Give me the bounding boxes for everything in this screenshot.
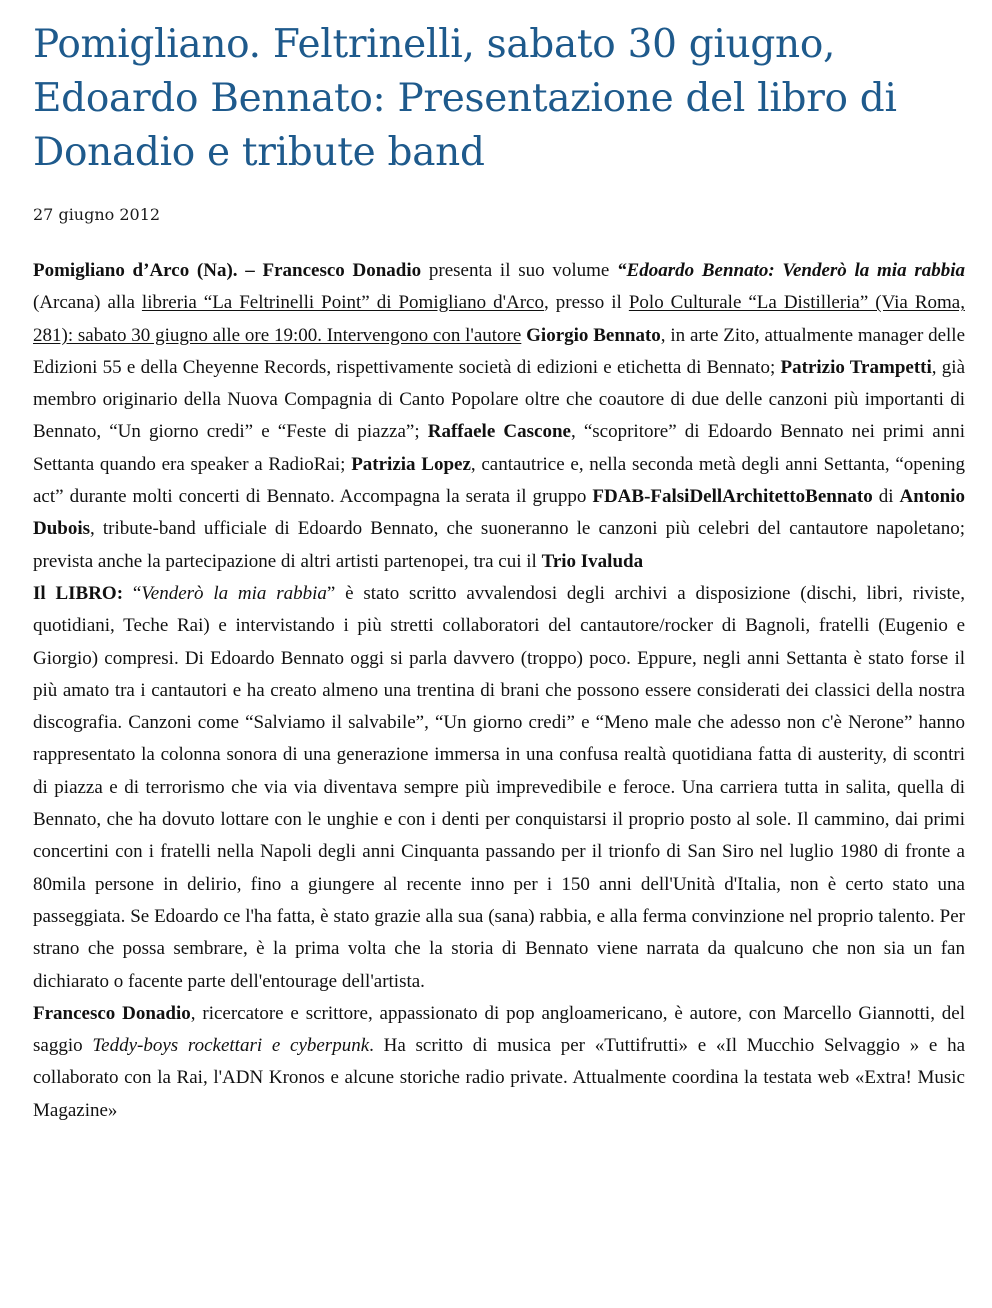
body-text: “ — [123, 582, 142, 604]
book-title: Venderò la mia rabbia — [141, 582, 327, 604]
guest-name: Antonio Dubois — [33, 486, 965, 540]
bookstore-link[interactable]: libreria “La Feltrinelli Point” di Pomigliano d'Arco — [141, 292, 544, 314]
paragraph-author — [33, 998, 965, 1127]
body-text: di — [872, 486, 900, 508]
body-text: (Arcana) alla — [33, 292, 142, 314]
body-text: , “scopritore” di Edoardo Bennato nei primi anni Settanta quando era speaker a RadioRai; — [33, 421, 965, 475]
article-date: 27 giugno 2012 — [33, 205, 161, 224]
body-text: . Ha scritto di musica per «Tuttifrutti» e «Il Mucchio Selvaggio » e ha collaborato con la Rai, l'ADN Kronos e alcune storiche radio private. Attualmente coordina la testata web «Extra! Music Magazine» — [33, 1035, 966, 1121]
body-text: presenta il suo volume — [421, 260, 618, 281]
venue-link[interactable]: Polo Culturale “La Distilleria” (Via Roma, 281): sabato 30 giugno alle ore 19:00. Intervengono con l'autore — [33, 292, 965, 346]
section-label: Il LIBRO: — [33, 582, 124, 604]
book-title: “Edoardo Bennato: Venderò la mia rabbia — [617, 260, 965, 281]
body-text: , in arte Zito, attualmente manager delle Edizioni 55 e della Cheyenne Records, rispettivamente società di edizioni e etichetta di Bennato; — [33, 324, 966, 378]
body-text: , tribute-band ufficiale di Edoardo Bennato, che suoneranno le canzoni più celebri del cantautore napoletano; prevista anche la partecipazione di altri artisti partenopei, tra cui il — [33, 518, 965, 572]
band-name: FDAB-FalsiDellArchitettoBennato — [592, 486, 873, 508]
guest-name: Patrizio Trampetti — [780, 356, 932, 378]
paragraph-event — [33, 255, 965, 578]
paragraph-book — [33, 578, 965, 998]
author-name: Francesco Donadio — [33, 1002, 191, 1024]
body-text: , cantautrice e, nella seconda metà degli anni Settanta, “opening act” durante molti concerti di Bennato. Accompagna la serata il gruppo — [33, 453, 965, 508]
body-text: , ricercatore e scrittore, appassionato di pop angloamericano, è autore, con Marcello Giannotti, del saggio — [33, 1002, 965, 1057]
guest-name: Giorgio Bennato — [526, 324, 661, 346]
article-title: Pomigliano. Feltrinelli, sabato 30 giugno, Edoardo Bennato: Presentazione del libro di Donadio e tribute band — [33, 22, 897, 175]
article-body — [33, 255, 965, 1127]
body-text: , già membro originario della Nuova Compagnia di Canto Popolare oltre che coautore di due delle canzoni più importanti di Bennato, “Un giorno credi” e “Feste di piazza”; — [33, 356, 965, 443]
band-name: Trio Ivaluda — [541, 550, 644, 572]
dateline-author: Pomigliano d’Arco (Na). – Francesco Donadio — [33, 260, 422, 281]
essay-title: Teddy-boys rockettari e cyberpunk — [92, 1035, 370, 1057]
guest-name: Patrizia Lopez — [351, 453, 471, 475]
guest-name: Raffaele Cascone — [427, 421, 571, 443]
body-text: ” è stato scritto avvalendosi degli archivi a disposizione (dischi, libri, riviste, quotidiani, Teche Rai) e intervistando i più stretti collaboratori del cantautore/rocker di Bagnoli, fratelli (Eugenio e Giorgio) compresi. Di Edoardo Bennato oggi si parla davvero (troppo) poco. Eppure, negli anni Settanta è stato forse il più amato tra i cantautori e ha creato almeno una trentina di brani che possono essere considerati dei classici della nostra discografia. Canzoni come “Salviamo il salvabile”, “Un giorno credi” e “Meno male che adesso non c'è Nerone” hanno rappresentato la colonna sonora di una generazione immersa in una confusa realtà quotidiana fatta di austerity, di scontri di piazza e di terrorismo che via via diventava sempre più imprevedibile e feroce. Una carriera tutta in salita, quella di Bennato, che ha dovuto lottare con le unghie e con i denti per conquistarsi il proprio posto al sole. Il cammino, dai primi concertini con i fratelli nella Napoli degli anni Cinquanta passando per il trionfo di San Siro nel luglio 1980 di fronte a 80mila persone in delirio, fino a giungere al recente inno per i 150 anni dell'Unità d'Italia, non è certo stato una passeggiata. Se Edoardo ce l'ha fatta, è stato grazie alla sua (sana) rabbia, e alla ferma convinzione nel proprio talento. Per strano che possa sembrare, è la prima volta che la storia di Bennato viene narrata da qualcuno che non sia un fan dichiarato o facente parte dell'entourage dell'artista. — [33, 582, 965, 992]
body-text: , presso il — [544, 292, 629, 314]
